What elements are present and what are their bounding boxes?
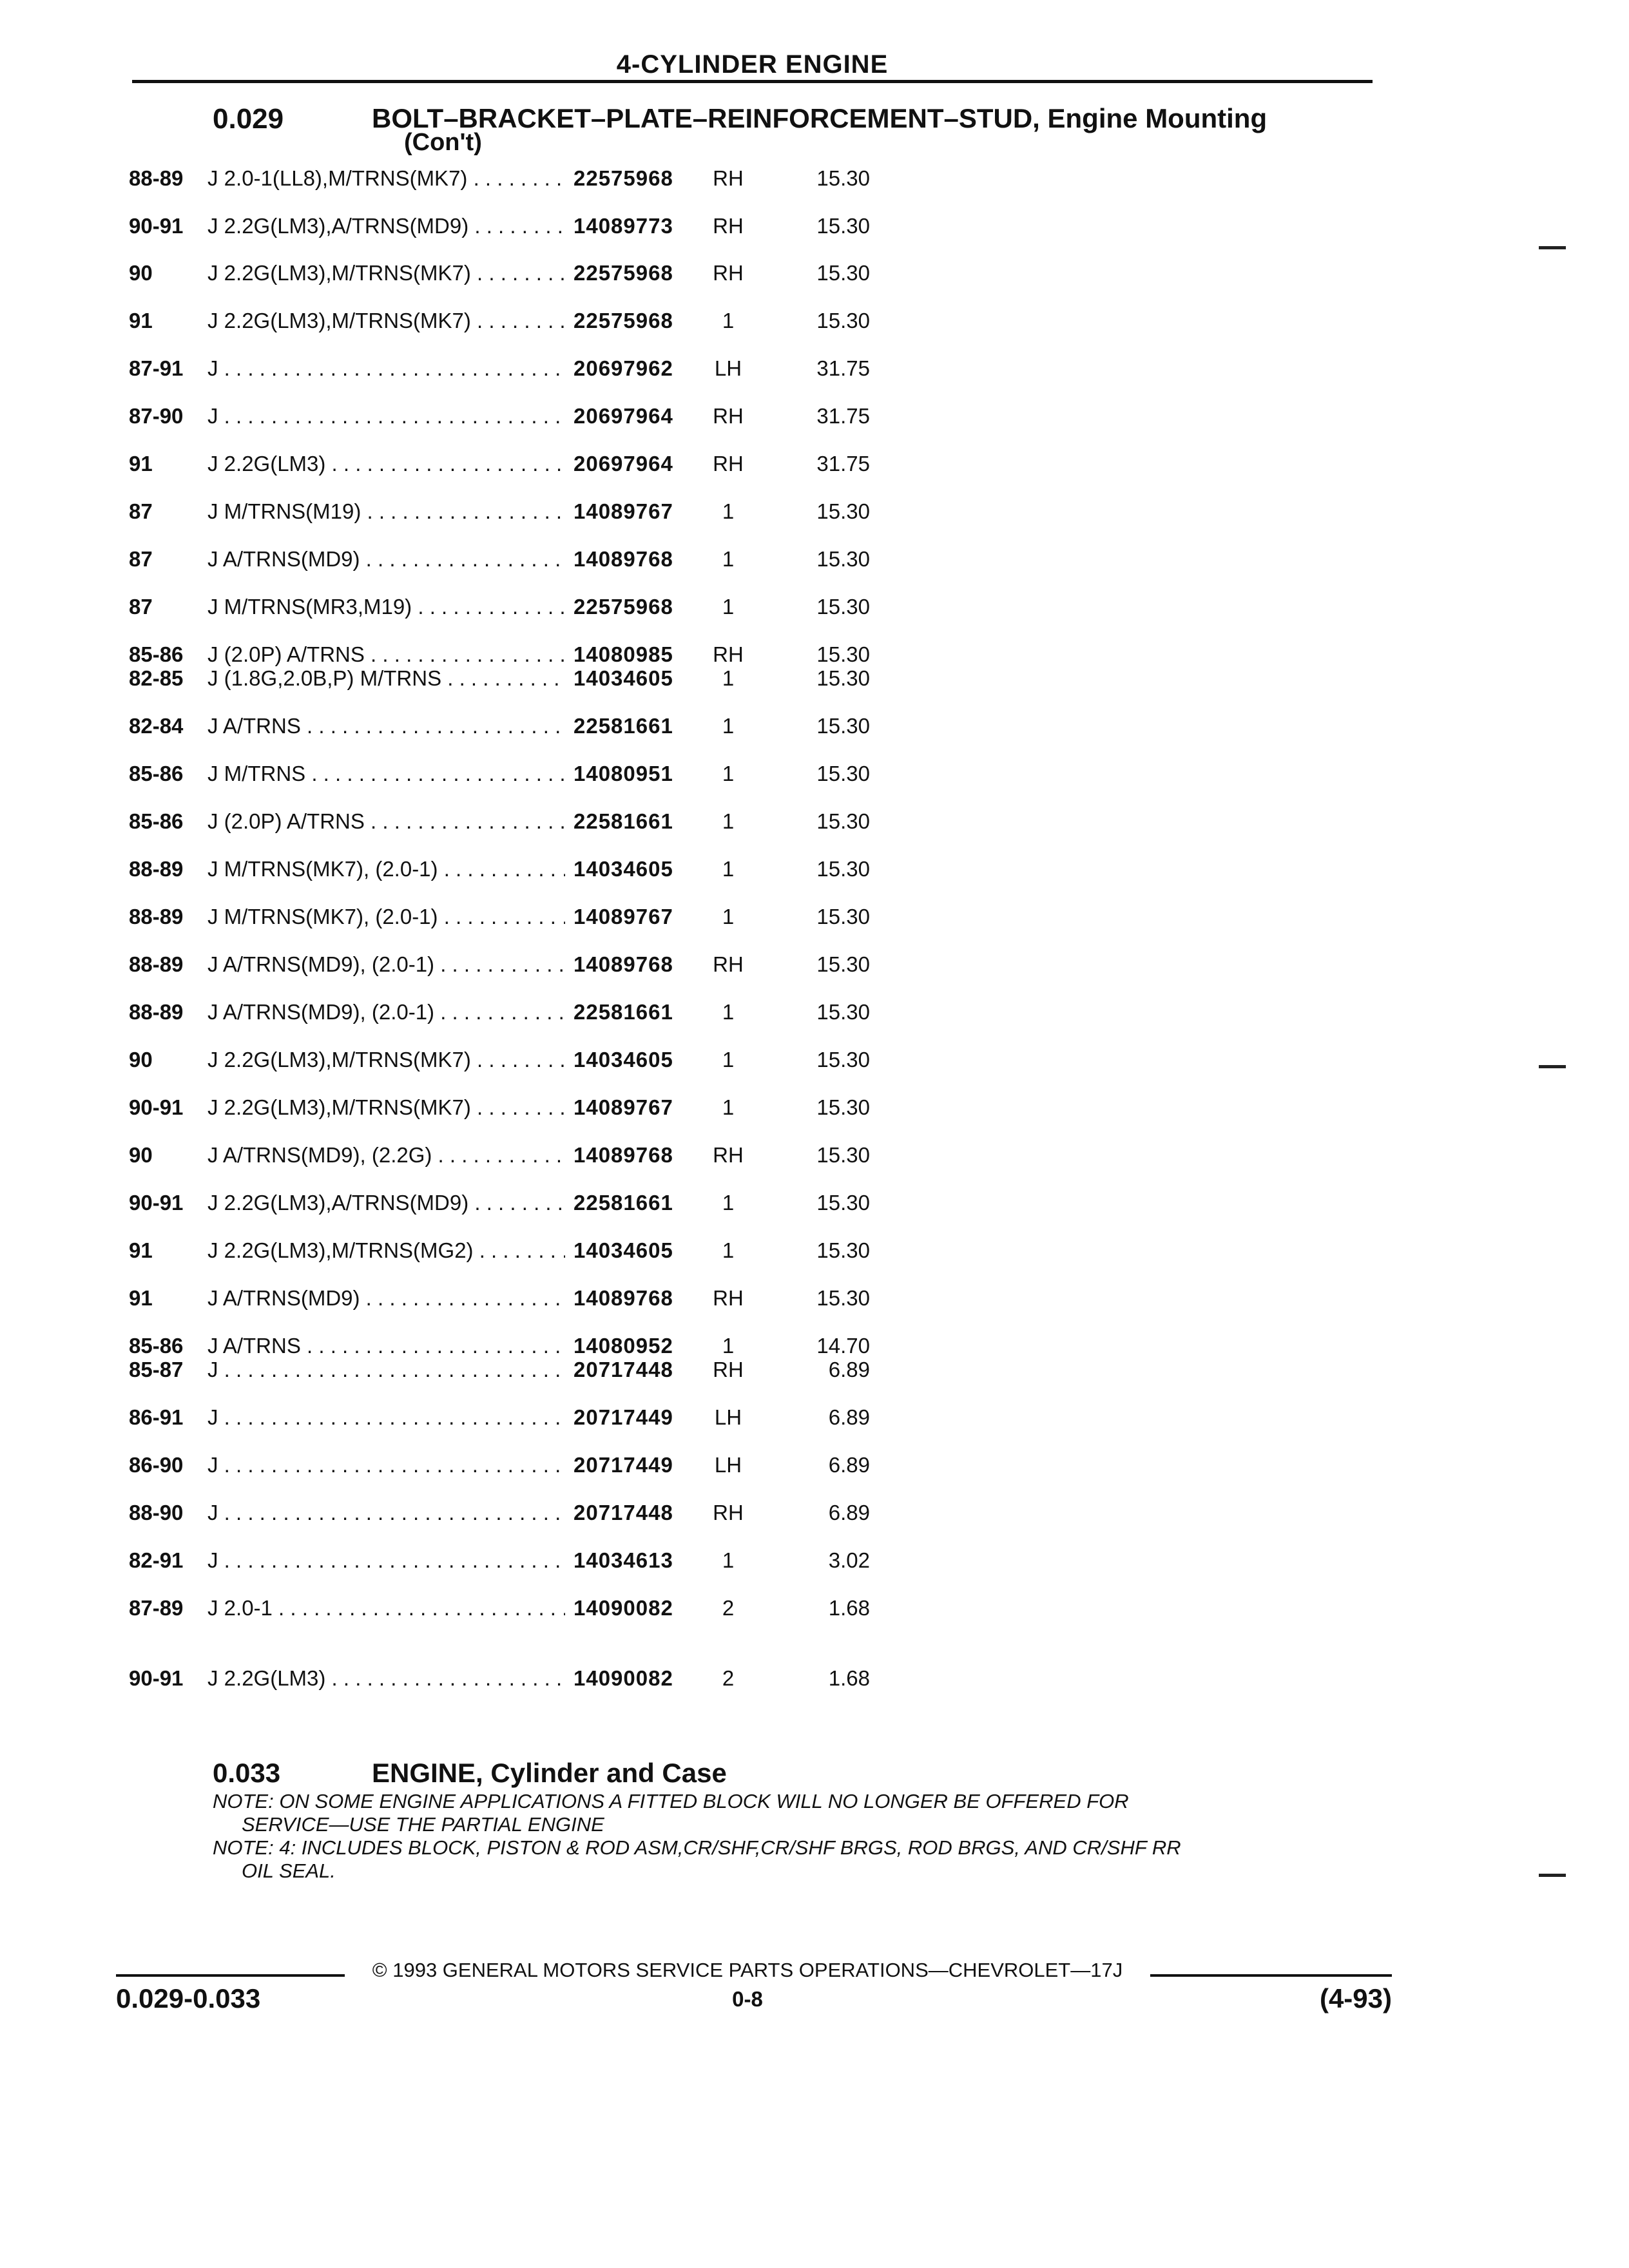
quantity: RH bbox=[713, 642, 744, 666]
model-application: J M/TRNS . . . bbox=[207, 762, 565, 785]
price: 15.30 bbox=[816, 857, 870, 881]
model-application: J . . . bbox=[207, 356, 565, 380]
model-application: J 2.0-1 . . . bbox=[207, 1596, 565, 1620]
quantity: 1 bbox=[722, 595, 735, 619]
quantity: 1 bbox=[722, 809, 735, 833]
part-number: 22581661 bbox=[574, 809, 673, 833]
model-application: J M/TRNS(MK7), (2.0-1) . . . bbox=[207, 905, 565, 928]
model-application: J . . . bbox=[207, 1453, 565, 1477]
price: 15.30 bbox=[816, 714, 870, 738]
price: 15.30 bbox=[816, 1143, 870, 1167]
quantity: RH bbox=[713, 261, 744, 285]
price: 15.30 bbox=[816, 1238, 870, 1262]
quantity: RH bbox=[713, 1286, 744, 1310]
model-application: J A/TRNS . . . bbox=[207, 1334, 565, 1358]
margin-dash bbox=[1539, 1065, 1566, 1068]
part-number: 22575968 bbox=[574, 309, 673, 332]
model-application: J 2.0-1(LL8),M/TRNS(MK7) . . . bbox=[207, 166, 565, 190]
part-number: 22575968 bbox=[574, 166, 673, 190]
model-years: 90 bbox=[129, 1048, 153, 1072]
model-years: 88-89 bbox=[129, 1000, 184, 1024]
quantity: 1 bbox=[722, 1548, 735, 1572]
price: 15.30 bbox=[816, 1048, 870, 1072]
price: 6.89 bbox=[828, 1501, 870, 1524]
model-years: 90 bbox=[129, 261, 153, 285]
part-number: 14034605 bbox=[574, 666, 673, 690]
model-years: 85-87 bbox=[129, 1358, 184, 1381]
footer-rule-left bbox=[116, 1974, 345, 1977]
note-2: NOTE: 4: INCLUDES BLOCK, PISTON & ROD ASM,CR/SHF,CR/SHF BRGS, ROD BRGS, AND CR/SHF RR bbox=[213, 1836, 1181, 1859]
part-number: 14089773 bbox=[574, 214, 673, 238]
model-years: 91 bbox=[129, 1238, 153, 1262]
model-years: 87 bbox=[129, 595, 153, 619]
price: 31.75 bbox=[816, 404, 870, 428]
price: 15.30 bbox=[816, 809, 870, 833]
model-years: 82-85 bbox=[129, 666, 184, 690]
model-application: J . . . bbox=[207, 1548, 565, 1572]
model-years: 88-89 bbox=[129, 857, 184, 881]
model-years: 85-86 bbox=[129, 1334, 184, 1358]
section-title-main: BOLT–BRACKET–PLATE–REINFORCEMENT–STUD, bbox=[372, 103, 1040, 133]
model-application: J . . . bbox=[207, 1405, 565, 1429]
part-number: 14089767 bbox=[574, 905, 673, 928]
footer-date: (4-93) bbox=[1319, 1983, 1392, 2013]
model-years: 82-91 bbox=[129, 1548, 184, 1572]
model-years: 90-91 bbox=[129, 214, 184, 238]
quantity: 1 bbox=[722, 1048, 735, 1072]
section2-title-main: ENGINE, bbox=[372, 1758, 483, 1788]
footer-copyright: © 1993 GENERAL MOTORS SERVICE PARTS OPERATIONS—CHEVROLET—17J bbox=[372, 1959, 1123, 1981]
notes bbox=[213, 1790, 1373, 1883]
price: 31.75 bbox=[816, 452, 870, 476]
model-years: 87-91 bbox=[129, 356, 184, 380]
section-number: 0.029 bbox=[213, 103, 284, 135]
price: 15.30 bbox=[816, 762, 870, 785]
quantity: 1 bbox=[722, 905, 735, 928]
price: 15.30 bbox=[816, 499, 870, 523]
model-years: 87 bbox=[129, 547, 153, 571]
footer-page-number: 0-8 bbox=[732, 1987, 763, 2011]
part-number: 20697964 bbox=[574, 452, 673, 476]
section2-title bbox=[372, 1758, 727, 1789]
quantity: 1 bbox=[722, 1238, 735, 1262]
model-years: 85-86 bbox=[129, 762, 184, 785]
quantity: 1 bbox=[722, 499, 735, 523]
quantity: 1 bbox=[722, 666, 735, 690]
part-number: 14089768 bbox=[574, 1143, 673, 1167]
model-years: 86-90 bbox=[129, 1453, 184, 1477]
price: 31.75 bbox=[816, 356, 870, 380]
section-title-sub: Engine Mounting bbox=[1047, 103, 1268, 133]
price: 15.30 bbox=[816, 547, 870, 571]
quantity: RH bbox=[713, 952, 744, 976]
part-number: 14080952 bbox=[574, 1334, 673, 1358]
price: 15.30 bbox=[816, 1286, 870, 1310]
part-number: 20717448 bbox=[574, 1501, 673, 1524]
page-header-title: 4-CYLINDER ENGINE bbox=[616, 50, 889, 79]
model-years: 90 bbox=[129, 1143, 153, 1167]
part-number: 22581661 bbox=[574, 714, 673, 738]
note-1-continued: SERVICE—USE THE PARTIAL ENGINE bbox=[242, 1813, 604, 1836]
part-number: 20697962 bbox=[574, 356, 673, 380]
price: 15.30 bbox=[816, 1191, 870, 1215]
price: 14.70 bbox=[816, 1334, 870, 1358]
model-years: 91 bbox=[129, 452, 153, 476]
model-application: J A/TRNS . . . bbox=[207, 714, 565, 738]
price: 6.89 bbox=[828, 1453, 870, 1477]
model-application: J . . . bbox=[207, 404, 565, 428]
model-years: 91 bbox=[129, 1286, 153, 1310]
price: 6.89 bbox=[828, 1405, 870, 1429]
model-years: 87-89 bbox=[129, 1596, 184, 1620]
price: 15.30 bbox=[816, 214, 870, 238]
price: 15.30 bbox=[816, 952, 870, 976]
part-number: 14034613 bbox=[574, 1548, 673, 1572]
part-number: 14089768 bbox=[574, 547, 673, 571]
quantity: 1 bbox=[722, 1191, 735, 1215]
part-number: 22575968 bbox=[574, 261, 673, 285]
quantity: 1 bbox=[722, 309, 735, 332]
note-1: NOTE: ON SOME ENGINE APPLICATIONS A FITTED BLOCK WILL NO LONGER BE OFFERED FOR bbox=[213, 1790, 1129, 1812]
price: 15.30 bbox=[816, 1095, 870, 1119]
model-years: 85-86 bbox=[129, 809, 184, 833]
quantity: 1 bbox=[722, 1095, 735, 1119]
quantity: RH bbox=[713, 1501, 744, 1524]
quantity: 1 bbox=[722, 762, 735, 785]
model-application: J (2.0P) A/TRNS . . . bbox=[207, 642, 565, 666]
quantity: 1 bbox=[722, 714, 735, 738]
margin-dash bbox=[1539, 1874, 1566, 1877]
price: 15.30 bbox=[816, 261, 870, 285]
part-number: 14089768 bbox=[574, 1286, 673, 1310]
note-2-continued: OIL SEAL. bbox=[242, 1860, 336, 1882]
part-number: 20717449 bbox=[574, 1405, 673, 1429]
quantity: 2 bbox=[722, 1596, 735, 1620]
model-years: 88-90 bbox=[129, 1501, 184, 1524]
price: 6.89 bbox=[828, 1358, 870, 1381]
model-years: 88-89 bbox=[129, 905, 184, 928]
price: 1.68 bbox=[828, 1666, 870, 1690]
part-number: 20717449 bbox=[574, 1453, 673, 1477]
price: 15.30 bbox=[816, 309, 870, 332]
quantity: LH bbox=[714, 356, 742, 380]
model-application: J . . . bbox=[207, 1501, 565, 1524]
price: 15.30 bbox=[816, 666, 870, 690]
model-application: J 2.2G(LM3),M/TRNS(MK7) . . . bbox=[207, 1048, 565, 1072]
part-number: 14034605 bbox=[574, 1238, 673, 1262]
part-number: 14090082 bbox=[574, 1666, 673, 1690]
part-number: 14034605 bbox=[574, 1048, 673, 1072]
model-years: 90-91 bbox=[129, 1191, 184, 1215]
model-years: 90-91 bbox=[129, 1095, 184, 1119]
section-continued: (Con't) bbox=[404, 129, 482, 156]
model-application: J M/TRNS(M19) . . . bbox=[207, 499, 565, 523]
model-application: J M/TRNS(MK7), (2.0-1) . . . bbox=[207, 857, 565, 881]
model-application: J 2.2G(LM3),M/TRNS(MK7) . . . bbox=[207, 261, 565, 285]
quantity: RH bbox=[713, 404, 744, 428]
model-years: 85-86 bbox=[129, 642, 184, 666]
model-years: 87 bbox=[129, 499, 153, 523]
model-years: 91 bbox=[129, 309, 153, 332]
margin-dash bbox=[1539, 246, 1566, 249]
model-application: J (2.0P) A/TRNS . . . bbox=[207, 809, 565, 833]
part-number: 14089767 bbox=[574, 499, 673, 523]
model-years: 82-84 bbox=[129, 714, 184, 738]
price: 15.30 bbox=[816, 166, 870, 190]
part-number: 22581661 bbox=[574, 1191, 673, 1215]
model-application: J M/TRNS(MR3,M19) . . . bbox=[207, 595, 565, 619]
price: 3.02 bbox=[828, 1548, 870, 1572]
model-application: J 2.2G(LM3),A/TRNS(MD9) . . . bbox=[207, 1191, 565, 1215]
model-application: J A/TRNS(MD9), (2.2G) . . . bbox=[207, 1143, 565, 1167]
model-application: J 2.2G(LM3),A/TRNS(MD9) . . . bbox=[207, 214, 565, 238]
price: 1.68 bbox=[828, 1596, 870, 1620]
model-application: J 2.2G(LM3),M/TRNS(MK7) . . . bbox=[207, 309, 565, 332]
model-application: J 2.2G(LM3) . . . bbox=[207, 1666, 565, 1690]
quantity: 1 bbox=[722, 547, 735, 571]
quantity: 1 bbox=[722, 1000, 735, 1024]
quantity: RH bbox=[713, 214, 744, 238]
part-number: 22581661 bbox=[574, 1000, 673, 1024]
part-number: 14089768 bbox=[574, 952, 673, 976]
part-number: 14090082 bbox=[574, 1596, 673, 1620]
model-years: 86-91 bbox=[129, 1405, 184, 1429]
price: 15.30 bbox=[816, 595, 870, 619]
footer-section-range: 0.029-0.033 bbox=[116, 1983, 261, 2013]
part-number: 22575968 bbox=[574, 595, 673, 619]
quantity: 1 bbox=[722, 1334, 735, 1358]
part-number: 20717448 bbox=[574, 1358, 673, 1381]
model-application: J (1.8G,2.0B,P) M/TRNS . . . bbox=[207, 666, 565, 690]
model-application: J . . . bbox=[207, 1358, 565, 1381]
price: 15.30 bbox=[816, 642, 870, 666]
part-number: 14089767 bbox=[574, 1095, 673, 1119]
quantity: LH bbox=[714, 1405, 742, 1429]
part-number: 14034605 bbox=[574, 857, 673, 881]
model-application: J A/TRNS(MD9) . . . bbox=[207, 547, 565, 571]
quantity: RH bbox=[713, 1143, 744, 1167]
model-application: J A/TRNS(MD9) . . . bbox=[207, 1286, 565, 1310]
section2-number: 0.033 bbox=[213, 1758, 281, 1788]
quantity: 2 bbox=[722, 1666, 735, 1690]
part-number: 14080985 bbox=[574, 642, 673, 666]
model-application: J 2.2G(LM3),M/TRNS(MG2) . . . bbox=[207, 1238, 565, 1262]
quantity: RH bbox=[713, 166, 744, 190]
model-years: 88-89 bbox=[129, 166, 184, 190]
model-application: J A/TRNS(MD9), (2.0-1) . . . bbox=[207, 1000, 565, 1024]
part-number: 14080951 bbox=[574, 762, 673, 785]
quantity: LH bbox=[714, 1453, 742, 1477]
model-years: 87-90 bbox=[129, 404, 184, 428]
footer-rule-right bbox=[1150, 1974, 1392, 1977]
quantity: RH bbox=[713, 452, 744, 476]
quantity: 1 bbox=[722, 857, 735, 881]
price: 15.30 bbox=[816, 905, 870, 928]
model-application: J 2.2G(LM3),M/TRNS(MK7) . . . bbox=[207, 1095, 565, 1119]
model-application: J A/TRNS(MD9), (2.0-1) . . . bbox=[207, 952, 565, 976]
model-application: J 2.2G(LM3) . . . bbox=[207, 452, 565, 476]
part-number: 20697964 bbox=[574, 404, 673, 428]
price: 15.30 bbox=[816, 1000, 870, 1024]
quantity: RH bbox=[713, 1358, 744, 1381]
model-years: 90-91 bbox=[129, 1666, 184, 1690]
model-years: 88-89 bbox=[129, 952, 184, 976]
section2-title-sub: Cylinder and Case bbox=[490, 1758, 727, 1788]
